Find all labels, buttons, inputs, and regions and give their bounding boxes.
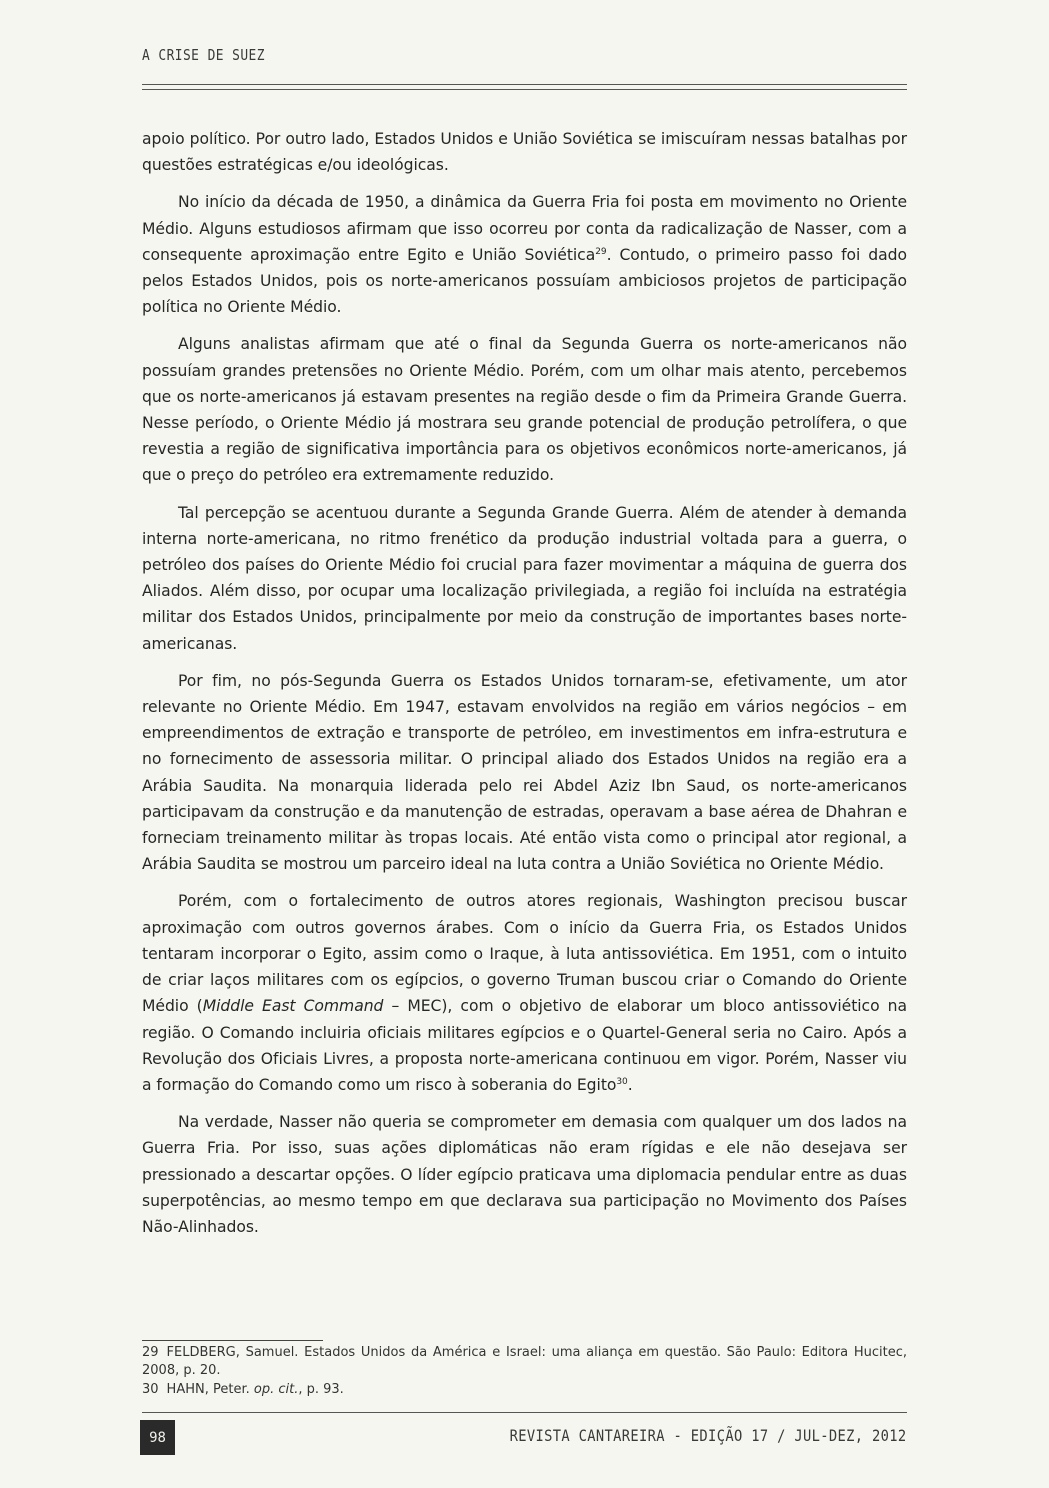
footnote-29-number: 29: [142, 1345, 159, 1360]
footnote-30-number: 30: [142, 1382, 159, 1397]
footnote-29: [142, 1344, 907, 1379]
footer-rule: [142, 1412, 907, 1413]
paragraph-6-text-a: Porém, com o fortalecimento de outros atores regionais, Washington precisou buscar aproximação com outros governos árabes. Com o início da Guerra Fria, os Estados Unidos tentaram incorporar o Egito, assim como o Iraque, à luta antissoviética. Em 1951, com o intuito de criar laços militares com os egípcios, o governo Truman buscou criar o Comando do Oriente Médio (: [142, 892, 907, 1016]
header-rule-top: [142, 84, 907, 85]
paragraph-3: [142, 331, 907, 488]
running-header-title: A CRISE DE SUEZ: [142, 46, 265, 64]
footnotes: [142, 1344, 907, 1401]
paragraph-1: [142, 126, 907, 178]
footnote-30-text-b: , p. 93.: [298, 1382, 344, 1397]
page-number: 98: [140, 1420, 175, 1455]
footnote-ref-29[interactable]: 29: [595, 246, 607, 257]
paragraph-6-italic-term: Middle East Command: [202, 997, 384, 1016]
paragraph-6-text-b: – MEC), com o objetivo de elaborar um bloco antissoviético na região. O Comando incluiria oficiais militares egípcios e o Quartel-General seria no Cairo. Após a Revolução dos Oficiais Livres, a proposta norte-americana continuou em vigor. Porém, Nasser viu a formação do Comando como um risco à soberania do Egito: [142, 997, 908, 1094]
paragraph-5-text: Por fim, no pós-Segunda Guerra os Estados Unidos tornaram-se, efetivamente, um ator relevante no Oriente Médio. Em 1947, estavam envolvidos na região em vários negócios – em empreendimentos de extração e transporte de petróleo, em investimentos em infra-estrutura e no fornecimento de assessoria militar. O principal aliado dos Estados Unidos na região era a Arábia Saudita. Na monarquia liderada pelo rei Abdel Aziz Ibn Saud, os norte-americanos participavam da construção e da manutenção de estradas, operavam a base aérea de Dhahran e forneciam treinamento militar às tropas locais. Até então vista como o principal ator regional, a Arábia Saudita se mostrou um parceiro ideal na luta contra a União Soviética no Oriente Médio.: [142, 671, 907, 874]
paragraph-6: [142, 888, 907, 1098]
paragraph-6-text-c: .: [627, 1075, 633, 1094]
paragraph-3-text: Alguns analistas afirmam que até o final da Segunda Guerra os norte-americanos não possuíam grandes pretensões no Oriente Médio. Porém, com um olhar mais atento, percebemos que os norte-americanos já estavam presentes na região desde o fim da Primeira Grande Guerra. Nesse período, o Oriente Médio já mostrara seu grande potencial de produção petrolífera, o que revestia a região de significativa importância para os objetivos econômicos norte-americanos, já que o preço do petróleo era extremamente reduzido.: [142, 335, 907, 485]
paragraph-7: [142, 1109, 907, 1240]
journal-title: REVISTA CANTAREIRA - EDIÇÃO 17 / JUL-DEZ, 2012: [510, 1426, 907, 1445]
footnote-30-text-a: HAHN, Peter.: [166, 1382, 254, 1397]
paragraph-2-text-b: . Contudo, o primeiro passo foi dado pelos Estados Unidos, pois os norte-americanos possuíam ambiciosos projetos de participação política no Oriente Médio.: [142, 245, 907, 317]
header-rule-bottom: [142, 89, 907, 90]
footnote-30-italic: op. cit.: [253, 1382, 299, 1397]
paragraph-2: [142, 189, 907, 320]
paragraph-5: [142, 668, 907, 878]
paragraph-1-text: apoio político. Por outro lado, Estados Unidos e União Soviética se imiscuíram nessas batalhas por questões estratégicas e/ou ideológicas.: [142, 130, 907, 175]
footnote-ref-30[interactable]: 30: [616, 1076, 628, 1087]
footnote-separator: [142, 1340, 323, 1341]
paragraph-7-text: Na verdade, Nasser não queria se comprometer em demasia com qualquer um dos lados na Guerra Fria. Por isso, suas ações diplomáticas não eram rígidas e ele não desejava ser pressionado a descartar opções. O líder egípcio praticava uma diplomacia pendular entre as duas superpotências, ao mesmo tempo em que declarava sua participação no Movimento dos Países Não-Alinhados.: [142, 1113, 907, 1236]
footnote-29-text: FELDBERG, Samuel. Estados Unidos da América e Israel: uma aliança em questão. São Paulo: Editora Hucitec, 2008, p. 20.: [142, 1345, 907, 1378]
footnote-30: [142, 1381, 907, 1399]
paragraph-4-text: Tal percepção se acentuou durante a Segunda Grande Guerra. Além de atender à demanda interna norte-americana, no ritmo frenético da produção industrial voltada para a guerra, o petróleo dos países do Oriente Médio foi crucial para fazer movimentar a máquina de guerra dos Aliados. Além disso, por ocupar uma localização privilegiada, a região foi incluída na estratégia militar dos Estados Unidos, principalmente por meio da construção de importantes bases norte-americanas.: [142, 503, 907, 653]
paragraph-2-text-a: No início da década de 1950, a dinâmica da Guerra Fria foi posta em movimento no Oriente Médio. Alguns estudiosos afirmam que isso ocorreu por conta da radicalização de Nasser, com a consequente aproximação entre Egito e União Soviética: [142, 193, 907, 264]
paragraph-4: [142, 500, 907, 657]
article-body: [142, 126, 907, 1251]
